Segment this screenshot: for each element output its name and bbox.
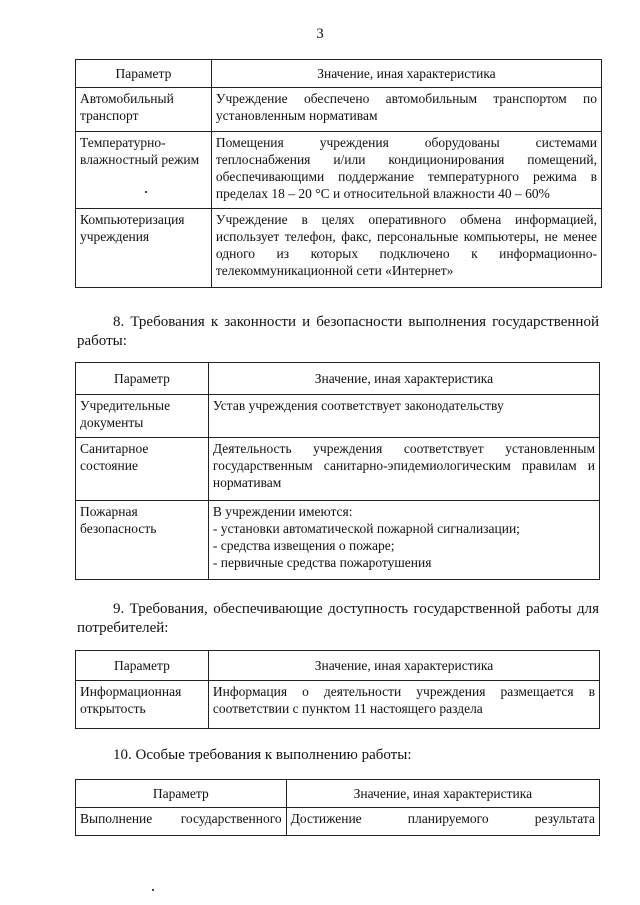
table-row — [76, 681, 600, 729]
scan-speck — [145, 191, 147, 193]
param-cell: Санитарное состояние — [76, 438, 209, 501]
table-row — [76, 209, 602, 288]
table-row — [76, 88, 602, 132]
table-legality-safety — [75, 362, 600, 580]
param-cell: Выполнение государственного — [76, 808, 287, 836]
list-item: В учреждении имеются: — [212, 504, 353, 519]
header-value: Значение, иная характеристика — [208, 651, 599, 681]
header-param: Параметр — [76, 60, 212, 88]
param-cell: Учредительные документы — [76, 395, 209, 438]
table-row — [76, 438, 600, 501]
table-header-row — [76, 363, 600, 395]
header-param: Параметр — [76, 363, 209, 395]
section-9-heading: 9. Требования, обеспечивающие доступность государственной работы для потребителей: — [77, 601, 599, 636]
header-param: Параметр — [76, 780, 287, 808]
section-10-heading: 10. Особые требования к выполнению работы: — [113, 747, 412, 763]
table-row — [76, 395, 600, 438]
table-header-row — [76, 780, 600, 808]
table-header-row — [76, 60, 602, 88]
value-cell: Информация о деятельности учреждения размещается в соответствии с пунктом 11 настоящего раздела — [208, 681, 599, 729]
param-cell: Автомобильный транспорт — [76, 88, 212, 132]
table-row — [76, 132, 602, 209]
header-param: Параметр — [76, 651, 209, 681]
list-item: - установки автоматической пожарной сигнализации; — [212, 521, 520, 536]
table-accessibility — [75, 650, 600, 729]
header-value: Значение, иная характеристика — [208, 363, 599, 395]
table-special-requirements — [75, 779, 600, 836]
page-number: 3 — [316, 26, 324, 42]
param-cell: Компьютеризация учреждения — [76, 209, 212, 288]
value-cell — [208, 501, 599, 580]
value-cell: Устав учреждения соответствует законодательству — [208, 395, 599, 438]
list-item: - первичные средства пожаротушения — [212, 555, 432, 570]
param-cell: Температурно-влажностный режим — [76, 132, 212, 209]
table-general-conditions — [75, 59, 602, 288]
header-value: Значение, иная характеристика — [211, 60, 601, 88]
table-row — [76, 808, 600, 836]
table-row — [76, 501, 600, 580]
table-header-row — [76, 651, 600, 681]
header-value: Значение, иная характеристика — [286, 780, 599, 808]
value-cell: Учреждение в целях оперативного обмена информацией, использует телефон, факс, персональные компьютеры, не менее одного из которых подключено к информационно-телекоммуникационной сети «Интернет» — [211, 209, 601, 288]
param-cell: Пожарная безопасность — [76, 501, 209, 580]
value-cell: Деятельность учреждения соответствует установленным государственным санитарно-эпидемиологическим правилам и нормативам — [208, 438, 599, 501]
list-item: - средства извещения о пожаре; — [212, 538, 395, 553]
scan-speck — [152, 889, 154, 891]
value-cell: Помещения учреждения оборудованы системами теплоснабжения и/или кондиционирования помещений, обеспечивающими поддержание температурного режима в пределах 18 – 20 °С и относительной влажности 40 – 60% — [211, 132, 601, 209]
value-cell: Учреждение обеспечено автомобильным транспортом по установленным нормативам — [211, 88, 601, 132]
value-cell: Достижение планируемого результата — [286, 808, 599, 836]
param-cell: Информационная открытость — [76, 681, 209, 729]
section-8-heading: 8. Требования к законности и безопасности выполнения государственной работы: — [77, 314, 599, 349]
